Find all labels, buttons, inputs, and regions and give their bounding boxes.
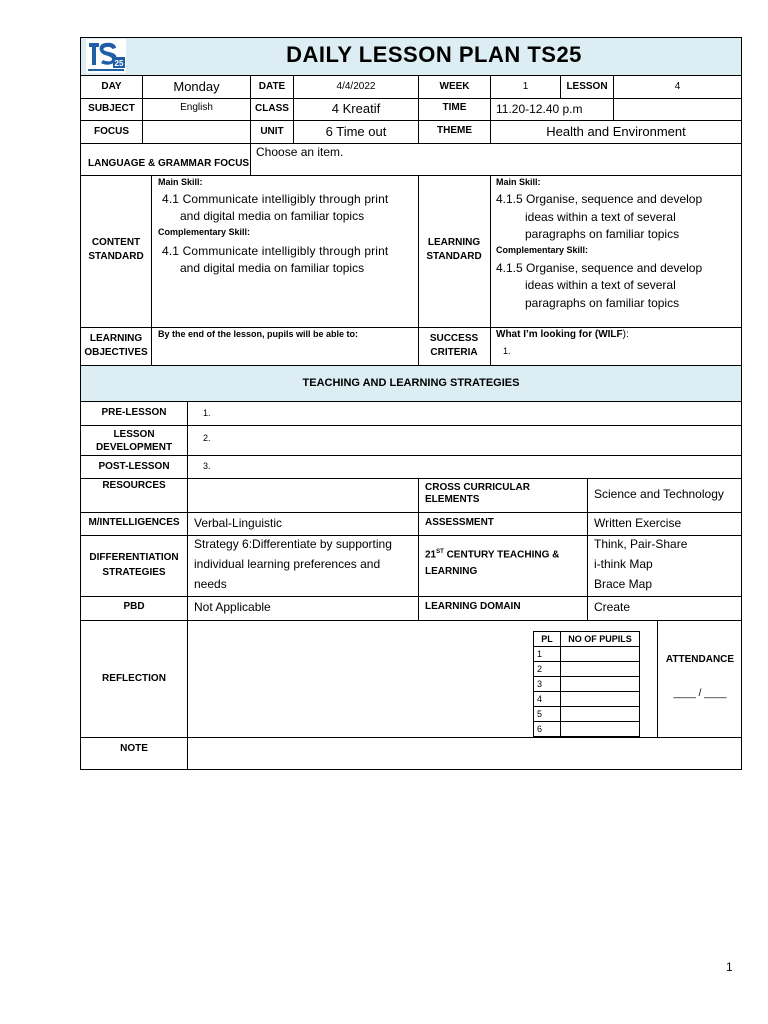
unit-value: 6 Time out — [325, 123, 387, 139]
reflection-label: REFLECTION — [102, 672, 166, 684]
lesson-label: LESSON — [566, 80, 608, 92]
pl-level: 5 — [534, 707, 561, 722]
time-value: 11.20-12.40 p.m — [496, 102, 583, 116]
pl-level: 1 — [534, 647, 561, 662]
svg-text:25: 25 — [114, 59, 124, 68]
pupils-count-input[interactable] — [561, 647, 640, 662]
pl-level: 2 — [534, 662, 561, 677]
table-row — [534, 722, 640, 737]
cross-curricular-value: Science and Technology — [594, 486, 724, 501]
attendance-label: ATTENDANCE — [665, 654, 735, 665]
intelligences-label: M/INTELLIGENCES — [88, 516, 180, 528]
class-value: 4 Kreatif — [331, 101, 381, 117]
learning-comp-line1: 4.1.5 Organise, sequence and develop — [496, 261, 703, 275]
content-standard-label: CONTENT STANDARD — [88, 237, 144, 262]
table-row — [534, 692, 640, 707]
note-label: NOTE — [120, 742, 148, 754]
21st-century-sup: ST — [436, 549, 444, 555]
grammar-value[interactable]: Choose an item. — [256, 145, 344, 159]
21st-century-number: 21 — [425, 549, 437, 561]
lesson-development-value[interactable]: 2. — [203, 433, 211, 444]
school-logo — [86, 39, 126, 73]
lesson-value: 4 — [674, 80, 681, 92]
unit-label: UNIT — [260, 125, 284, 137]
content-comp-skill-line1: 4.1 Communicate intelligibly through print — [162, 244, 389, 258]
subject-value: English — [180, 101, 213, 113]
day-label: DAY — [101, 80, 122, 92]
time-label: TIME — [442, 101, 467, 113]
pre-lesson-value[interactable]: 1. — [203, 407, 211, 418]
table-row — [534, 662, 640, 677]
theme-value: Health and Environment — [546, 123, 686, 139]
page-number: 1 — [726, 960, 733, 974]
table-row — [534, 677, 640, 692]
differentiation-value-line2: individual learning preferences and — [194, 557, 381, 571]
day-value: Monday — [173, 78, 220, 94]
pupils-count-input[interactable] — [561, 677, 640, 692]
pl-level: 3 — [534, 677, 561, 692]
pbd-value: Not Applicable — [194, 599, 271, 614]
learning-main-line1: 4.1.5 Organise, sequence and develop — [496, 192, 703, 206]
pl-level: 4 — [534, 692, 561, 707]
wilf-bold: WILF — [598, 329, 623, 340]
pre-lesson-label: PRE-LESSON — [101, 407, 167, 419]
pbd-label: PBD — [123, 600, 145, 612]
differentiation-value-line3: needs — [194, 577, 227, 591]
intelligences-value: Verbal-Linguistic — [194, 515, 283, 530]
date-value: 4/4/2022 — [336, 80, 376, 92]
learning-main-skill-label: Main Skill: — [496, 177, 541, 187]
theme-label: THEME — [437, 124, 472, 136]
content-comp-skill-line2: and digital media on familiar topics — [180, 261, 365, 275]
21st-century-label — [425, 549, 559, 562]
pupils-count-input[interactable] — [561, 707, 640, 722]
pl-header: PL — [534, 632, 561, 647]
logo-icon — [86, 39, 126, 73]
pupils-count-input[interactable] — [561, 692, 640, 707]
learning-domain-label: LEARNING DOMAIN — [425, 600, 521, 612]
learning-main-line3: paragraphs on familiar topics — [525, 227, 680, 241]
content-main-skill-label: Main Skill: — [158, 177, 203, 187]
assessment-value: Written Exercise — [594, 515, 682, 530]
pl-table — [533, 631, 640, 737]
differentiation-value-line1: Strategy 6:Differentiate by supporting — [194, 537, 392, 551]
focus-value[interactable] — [143, 121, 250, 143]
date-label: DATE — [258, 80, 286, 92]
learning-domain-value: Create — [594, 599, 631, 614]
pl-level: 6 — [534, 722, 561, 737]
learning-comp-line2: ideas within a text of several — [525, 278, 676, 292]
post-lesson-label: POST-LESSON — [98, 460, 170, 472]
assessment-label: ASSESSMENT — [425, 516, 494, 528]
pupils-header: NO OF PUPILS — [561, 632, 640, 647]
objectives-text: By the end of the lesson, pupils will be able to: — [158, 329, 359, 339]
wilf-text — [496, 329, 629, 342]
week-value: 1 — [522, 80, 529, 92]
attendance-value[interactable]: ____ / ____ — [673, 688, 727, 699]
21st-century-value-2: i-think Map — [594, 557, 653, 571]
resources-label: RESOURCES — [102, 480, 166, 491]
learning-comp-skill-label: Complementary Skill: — [496, 245, 589, 255]
post-lesson-value[interactable]: 3. — [203, 461, 211, 472]
learning-objectives-label: LEARNING OBJECTIVES — [84, 333, 148, 358]
wilf-item-1[interactable]: 1. — [503, 346, 511, 356]
learning-standard-label: LEARNING STANDARD — [426, 237, 482, 262]
success-criteria-label: SUCCESS CRITERIA — [429, 333, 479, 358]
grammar-label: LANGUAGE & GRAMMAR FOCUS — [88, 158, 250, 169]
content-main-skill-line2: and digital media on familiar topics — [180, 209, 365, 223]
lesson-development-label: LESSON DEVELOPMENT — [95, 428, 173, 453]
strategies-heading: TEACHING AND LEARNING STRATEGIES — [302, 376, 520, 389]
21st-century-label-post: CENTURY TEACHING & — [443, 549, 560, 561]
table-row — [534, 707, 640, 722]
focus-label: FOCUS — [94, 125, 129, 137]
learning-comp-line3: paragraphs on familiar topics — [525, 296, 680, 310]
subject-label: SUBJECT — [88, 103, 135, 115]
cross-curricular-label: CROSS CURRICULAR ELEMENTS — [425, 481, 530, 505]
table-row — [534, 647, 640, 662]
21st-century-label-line2: LEARNING — [425, 566, 478, 577]
differentiation-label: DIFFERENTIATION STRATEGIES — [89, 552, 179, 578]
wilf-prefix: What I’m looking for ( — [496, 329, 599, 340]
learning-main-line2: ideas within a text of several — [525, 210, 676, 224]
pupils-count-input[interactable] — [561, 722, 640, 737]
21st-century-value-3: Brace Map — [594, 577, 653, 591]
content-comp-skill-label: Complementary Skill: — [158, 227, 251, 237]
pupils-count-input[interactable] — [561, 662, 640, 677]
class-label: CLASS — [255, 103, 289, 115]
wilf-suffix: ): — [622, 329, 629, 340]
page-title: DAILY LESSON PLAN TS25 — [286, 42, 582, 67]
pl-table-header-row — [534, 632, 640, 647]
21st-century-value-1: Think, Pair-Share — [594, 537, 688, 551]
week-label: WEEK — [439, 80, 470, 92]
content-main-skill-line1: 4.1 Communicate intelligibly through print — [162, 192, 389, 206]
